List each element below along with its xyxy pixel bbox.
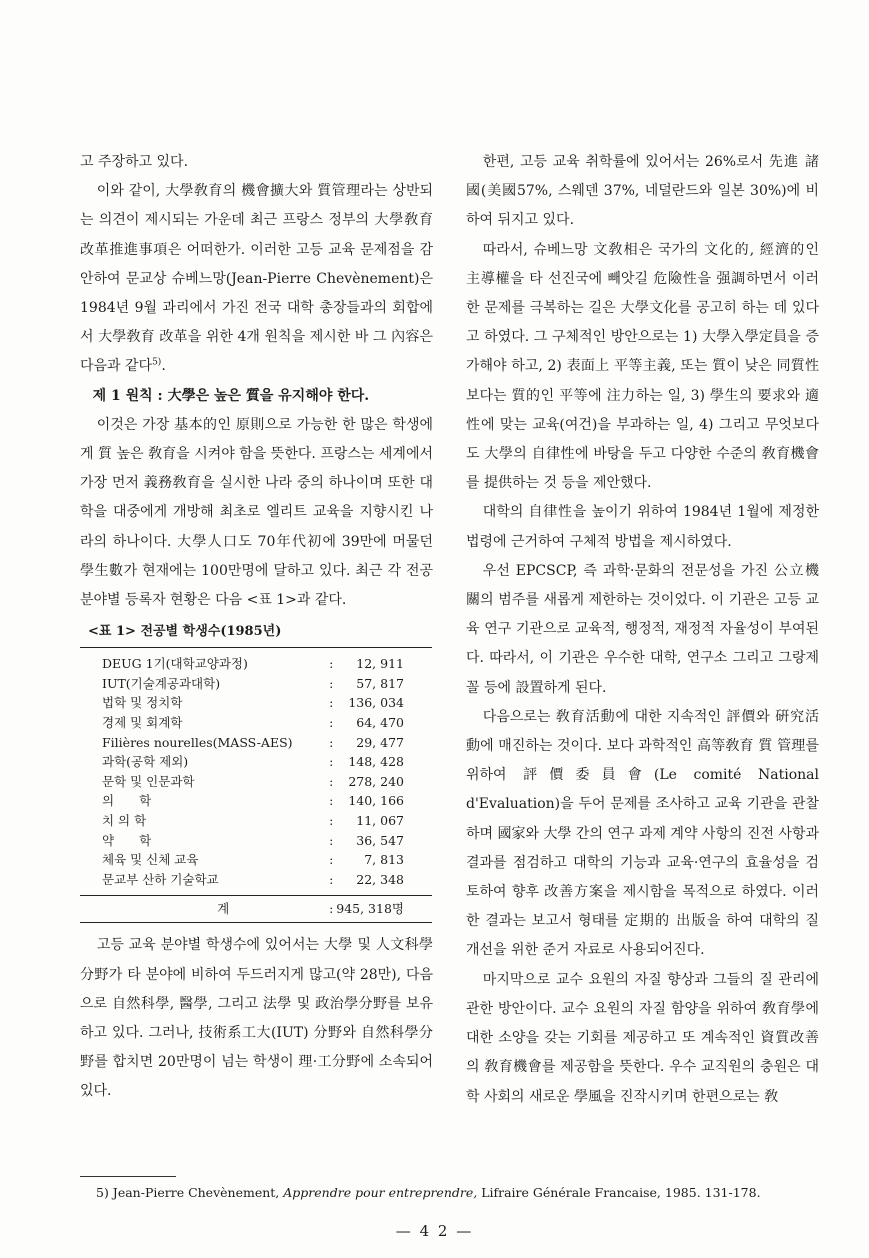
- table-caption: <표 1> 전공별 학생수(1985년): [88, 624, 282, 640]
- paragraph: 고 주장하고 있다.: [80, 154, 189, 170]
- paragraph: 마지막으로 교수 요원의 자질 향상과 그들의 질 관리에 관한 방안이다. 교수 요원의 자질 함양을 위하여 敎育學에 대한 소양을 갖는 기회를 제공하고 또 계속적인 資質改善의 敎育機會를 제공함을 뜻한다. 우수 교직원의 충원은 대학 사회의 새로운 學風을 진작시키며 한편으로는 敎: [466, 971, 819, 1105]
- row-value: 12, 911: [356, 656, 404, 672]
- separator: :: [329, 675, 334, 691]
- total-value: 945, 318명: [336, 896, 432, 923]
- row-label: IUT(기술계공과대학): [102, 675, 221, 691]
- separator: :: [329, 832, 334, 848]
- left-column: [80, 148, 433, 1107]
- table-row: [80, 648, 432, 674]
- row-value: 29, 477: [356, 734, 404, 750]
- table-row: [80, 772, 432, 792]
- table-row: [80, 850, 432, 870]
- row-value: 22, 348: [356, 871, 404, 887]
- separator: :: [329, 773, 334, 789]
- separator: :: [329, 871, 334, 887]
- paragraph: 우선 EPCSCP, 즉 과학·문화의 전문성을 가진 公立機關의 범주를 새롭게 제한하는 것이었다. 이 기관은 고등 교육 연구 기관으로 교육적, 행정적, 재정적 자율성이 부여된다. 따라서, 이 기관은 우수한 대학, 연구소 그리고 그랑제꼴 등에 設置하게 된다.: [466, 562, 819, 696]
- table-row: [80, 752, 432, 772]
- table-row: [80, 733, 432, 753]
- paragraph: 이것은 가장 基本的인 原則으로 가능한 한 많은 학생에게 質 높은 敎育을 시켜야 함을 뜻한다. 프랑스는 세계에서 가장 먼저 義務敎育을 실시한 나라 중의 하나이며 또한 대학을 대중에게 개방해 최초로 엘리트 교육을 지향시킨 나라의 하나이다. 大學人口도 70年代初에 39만에 머물던 學生數가 현재에는 100만명에 달하고 있다. 최근 각 전공 분야별 등록자 현황은 다음 <표 1>과 같다.: [80, 416, 433, 609]
- paragraph: 따라서, 슈베느망 文敎相은 국가의 文化的, 經濟的인 主導權을 타 선진국에 빼앗길 危險性을 强調하면서 이러한 문제를 극복하는 길은 大學文化를 공고히 하는 데 있다고 하였다. 그 구체적인 방안으로는 1) 大學入學定員을 증가해야 하고, 2) 表面上 平等主義, 또는 質이 낮은 同質性보다는 質的인 平等에 注力하는 일, 3) 學生의 要求와 適性에 맞는 교육(여건)을 부과하는 일, 4) 그리고 무엇보다도 大學의 自律性에 바탕을 두고 다양한 수준의 敎育機會를 提供하는 것 등을 제안했다.: [466, 241, 819, 492]
- footnote-divider: [80, 1176, 176, 1177]
- enrollment-table: [80, 647, 432, 923]
- footnote-ref: 5): [152, 357, 162, 368]
- separator: :: [329, 813, 334, 828]
- footnote: 5) Jean-Pierre Chevènement, Apprendre pour entreprendre, Lifraire Générale Francaise, 1985. 131-178.: [96, 1185, 761, 1200]
- row-label: Filières nourelles(MASS-AES): [102, 734, 293, 750]
- separator: :: [329, 656, 334, 672]
- row-label: 법학 및 정치학: [102, 695, 183, 711]
- separator: :: [329, 695, 334, 711]
- row-value: 140, 166: [348, 793, 404, 809]
- row-value: 278, 240: [348, 773, 404, 789]
- paragraph: 이와 같이, 大學敎育의 機會擴大와 質管理라는 상반되는 의견이 제시되는 가운데 최근 프랑스 정부의 大學敎育改革推進事項은 어떠한가. 이러한 고등 교육 문제점을 감안하여 문교상 슈베느망(Jean-Pierre Chevènement)은 1984년 9월 과리에서 가진 전국 대학 총장들과의 회합에서 大學敎育 改革을 위한 4개 원칙을 제시한 바 그 內容은 다음과 같다$^{5)}$.: [80, 183, 433, 375]
- row-value: 136, 034: [348, 695, 404, 711]
- separator: :: [329, 715, 334, 731]
- table-row: [80, 791, 432, 811]
- row-value: 57, 817: [356, 675, 404, 691]
- table-total-row: [80, 896, 432, 923]
- row-value: 148, 428: [348, 754, 404, 770]
- total-label: 계: [80, 896, 326, 923]
- separator: :: [329, 734, 334, 750]
- separator: :: [326, 896, 336, 923]
- table-row: [80, 674, 432, 694]
- separator: :: [329, 793, 334, 809]
- separator: :: [329, 754, 334, 770]
- row-label: DEUG 1기(대학교양과정): [102, 656, 248, 672]
- table-row: [80, 693, 432, 713]
- table-row: [80, 831, 432, 851]
- row-label: 의 학: [102, 793, 152, 809]
- footnote-title: Apprendre pour entreprendre,: [283, 1185, 478, 1200]
- row-value: 36, 547: [356, 832, 404, 848]
- page-number: — 4 2 —: [395, 1222, 474, 1240]
- row-value: 7, 813: [364, 852, 404, 868]
- paragraph: 한편, 고등 교육 취학률에 있어서는 26%로서 先進 諸國(美國57%, 스웨덴 37%, 네덜란드와 일본 30%)에 비하여 뒤지고 있다.: [466, 154, 819, 229]
- paragraph: 고등 교육 분야별 학생수에 있어서는 大學 및 人文科學分野가 타 분야에 비하여 두드러지게 많고(약 28만), 다음으로 自然科學, 醫學, 그리고 法學 및 政治學分野를 보유하고 있다. 그러나, 技術系工大(IUT) 分野와 自然科學分野를 합치면 20만명이 넘는 학생이 理·工分野에 소속되어 있다.: [80, 937, 433, 1100]
- row-value: 11, 067: [356, 813, 404, 828]
- row-value: 64, 470: [356, 715, 404, 731]
- row-label: 치 의 학: [102, 813, 147, 828]
- row-label: 경제 및 회계학: [102, 715, 183, 731]
- table-row: [80, 713, 432, 733]
- right-column: [466, 148, 819, 1112]
- row-label: 과학(공학 제외): [102, 754, 189, 770]
- row-label: 문교부 산하 기술학교: [102, 871, 219, 887]
- separator: :: [329, 852, 334, 868]
- table-row: [80, 870, 432, 896]
- row-label: 체육 및 신체 교육: [102, 852, 199, 868]
- row-label: 약 학: [102, 832, 152, 848]
- paragraph: 대학의 自律性을 높이기 위하여 1984년 1월에 제정한 법령에 근거하여 구체적 방법을 제시하였다.: [466, 504, 819, 550]
- table-row: [80, 811, 432, 831]
- paragraph: 다음으로는 敎育活動에 대한 지속적인 評價와 硏究活動에 매진하는 것이다. 보다 과학적인 高等敎育 質 管理를 위하여 評價委員會(Le comité National d'Evaluation)을 두어 문제를 조사하고 교육 기관을 관찰하며 國家와 大學 간의 연구 과제 계약 사항의 진전 사항과 결과를 점검하고 대학의 기능과 교육·연구의 효율성을 검토하여 향후 改善方案을 제시함을 목적으로 하였다. 이러한 결과는 보고서 형태를 定期的 出版을 하여 대학의 질 개선을 위한 준거 자료로 사용되어진다.: [466, 708, 820, 959]
- row-label: 문학 및 인문과학: [102, 773, 195, 789]
- principle-heading: 제 1 원칙 : 大學은 높은 質을 유지해야 한다.: [92, 387, 370, 404]
